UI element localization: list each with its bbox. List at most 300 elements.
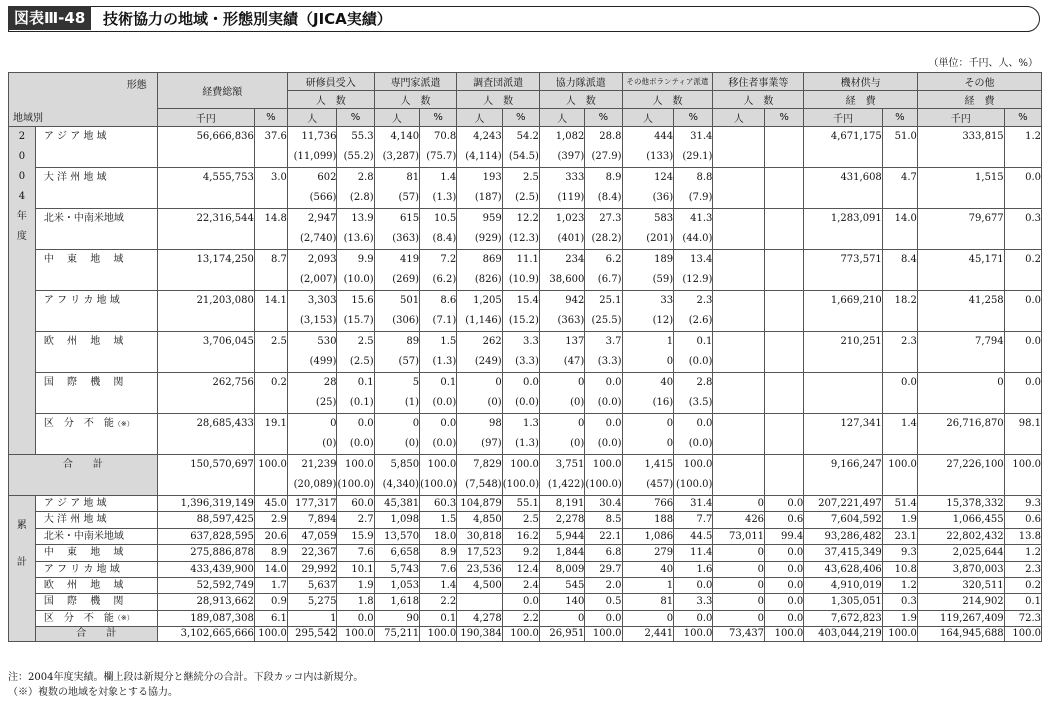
pct-6: 0.0: [765, 561, 804, 577]
value-top: 0.1: [440, 377, 457, 388]
value-top: 31.4: [690, 131, 713, 142]
migration-value: [713, 209, 765, 250]
value-6: 73,437: [713, 627, 765, 642]
value-top: 0: [577, 377, 585, 388]
pct-1: [420, 209, 457, 250]
value-2: 45,381: [374, 496, 419, 512]
value-3: 4,500: [457, 578, 502, 594]
pct-3: 55.1: [502, 496, 539, 512]
pct-4: [674, 455, 713, 496]
value-top: 8.6: [440, 295, 457, 306]
count-2: [457, 127, 502, 168]
pct-1: [420, 332, 457, 373]
pct-4: [674, 291, 713, 332]
value-bottom: (1,146): [465, 315, 502, 326]
value-top: 193: [482, 172, 502, 183]
value-4: 8,009: [539, 561, 584, 577]
region-name: ア ジ ア 地 域: [35, 127, 157, 168]
value-bottom: (4,114): [465, 151, 502, 162]
header-col-6: 機材供与: [804, 73, 918, 91]
value-bottom: (3,153): [300, 315, 337, 326]
migration-value: [713, 250, 765, 291]
value-8: 22,802,432: [917, 528, 1004, 544]
cumulative-row: [9, 545, 1042, 561]
migration-value: [713, 414, 765, 455]
other-pct: 100.0: [1004, 455, 1041, 496]
pct-1: [420, 291, 457, 332]
count-1: [374, 332, 419, 373]
pct-3: 2.2: [502, 610, 539, 626]
value-bottom: (7.1): [432, 315, 457, 326]
figure-tag: 図表Ⅲ-48: [8, 6, 91, 30]
value-top: 942: [565, 295, 585, 306]
value-bottom: (0.0): [515, 397, 539, 408]
pct-1: 10.1: [337, 561, 374, 577]
header-total-expense: 経費総額: [157, 73, 287, 109]
value-bottom: (0): [570, 397, 585, 408]
total-expense: 3,706,045: [157, 332, 254, 373]
value-bottom: (0): [322, 438, 337, 449]
value-bottom: (2.6): [688, 315, 713, 326]
value-top: 15.4: [516, 295, 539, 306]
other-pct: 98.1: [1004, 414, 1041, 455]
value-2: 5,743: [374, 561, 419, 577]
total-expense: 4,555,753: [157, 168, 254, 209]
pct-1: 15.9: [337, 528, 374, 544]
count-3: [539, 250, 584, 291]
equipment-value: 9,166,247: [804, 455, 883, 496]
value-6: 0: [713, 610, 765, 626]
migration-pct: [765, 127, 804, 168]
value-top: 0.0: [605, 377, 622, 388]
value-bottom: (363): [557, 315, 585, 326]
pct-0: 45.0: [254, 496, 287, 512]
count-0: [287, 455, 337, 496]
total-pct: 14.8: [254, 209, 287, 250]
value-top: 21,239: [301, 459, 337, 470]
value-4: 545: [539, 578, 584, 594]
value-top: 0: [330, 418, 337, 429]
other-pct: 1.2: [1004, 127, 1041, 168]
header-col-7: その他: [917, 73, 1041, 91]
value-bottom: (249): [474, 356, 502, 367]
migration-pct: [765, 209, 804, 250]
value-top: 1.4: [440, 172, 457, 183]
region-name: 区 分 不 能（※）: [35, 414, 157, 455]
header-unit-4: 人: [622, 109, 674, 127]
header-pct-6: %: [882, 109, 917, 127]
value-top: 100.0: [510, 459, 539, 470]
pct-0: 1.7: [254, 578, 287, 594]
value-6: 0: [713, 594, 765, 610]
pct-4: [674, 373, 713, 414]
pct-2: 1.4: [420, 578, 457, 594]
value-3: 4,850: [457, 512, 502, 528]
value-top: 1,082: [555, 131, 585, 142]
header-col-4: その他ボランティア派遣: [622, 73, 713, 91]
value-bottom: (100.0): [337, 479, 374, 490]
equipment-value: 127,341: [804, 414, 883, 455]
region-name: 国 際 機 関: [35, 594, 157, 610]
value-top: 70.8: [434, 131, 457, 142]
value-0: 275,886,878: [157, 545, 254, 561]
header-unit-3: 人: [539, 109, 584, 127]
pct-4: 0.5: [585, 594, 622, 610]
pct-3: [585, 168, 622, 209]
value-bottom: (363): [392, 233, 420, 244]
other-pct: 0.0: [1004, 291, 1041, 332]
count-1: [374, 414, 419, 455]
pct-0: [337, 209, 374, 250]
value-bottom: (269): [392, 274, 420, 285]
year-label: 2 0 0 4 年 度: [9, 127, 36, 455]
value-bottom: (36): [652, 192, 674, 203]
pct-4: [674, 332, 713, 373]
value-5: 2,441: [622, 627, 674, 642]
pct-3: 2.4: [502, 578, 539, 594]
header-unit-5: 人: [713, 109, 765, 127]
value-top: 54.2: [516, 131, 539, 142]
pct-2: [502, 332, 539, 373]
value-0: 637,828,595: [157, 528, 254, 544]
value-bottom: (7.9): [688, 192, 713, 203]
year-row: [9, 291, 1042, 332]
value-top: 444: [654, 131, 674, 142]
total-pct: 3.0: [254, 168, 287, 209]
count-2: [457, 291, 502, 332]
other-pct: 0.0: [1004, 373, 1041, 414]
value-bottom: (0.0): [597, 438, 622, 449]
cumulative-row: [9, 610, 1042, 626]
count-0: [287, 291, 337, 332]
value-bottom: (3.3): [515, 356, 539, 367]
count-1: [374, 127, 419, 168]
value-2: 1,098: [374, 512, 419, 528]
count-1: [374, 168, 419, 209]
value-bottom: (13.6): [343, 233, 374, 244]
pct-1: 1.8: [337, 594, 374, 610]
pct-4: [674, 414, 713, 455]
pct-0: 20.6: [254, 528, 287, 544]
value-top: 262: [482, 336, 502, 347]
value-bottom: (27.9): [591, 151, 622, 162]
count-4: [622, 250, 674, 291]
value-top: 89: [406, 336, 420, 347]
value-top: 530: [317, 336, 337, 347]
value-4: 140: [539, 594, 584, 610]
total-expense: 262,756: [157, 373, 254, 414]
count-4: [622, 209, 674, 250]
pct-3: 9.2: [502, 545, 539, 561]
pct-7: 1.9: [882, 512, 917, 528]
value-bottom: (6.7): [597, 274, 622, 285]
value-top: 41.3: [690, 213, 713, 224]
equipment-pct: 4.7: [882, 168, 917, 209]
value-7: 43,628,406: [804, 561, 883, 577]
value-bottom: (12.9): [682, 274, 713, 285]
pct-2: [502, 373, 539, 414]
value-bottom: (6.2): [432, 274, 457, 285]
value-bottom: (119): [557, 192, 585, 203]
value-5: 1: [622, 578, 674, 594]
pct-0: [337, 332, 374, 373]
value-2: 1,618: [374, 594, 419, 610]
count-2: [457, 209, 502, 250]
value-bottom: 0: [666, 438, 674, 449]
value-top: 6.2: [605, 254, 622, 265]
pct-0: 2.9: [254, 512, 287, 528]
value-top: 0.0: [605, 418, 622, 429]
value-top: 959: [482, 213, 502, 224]
pct-5: 11.4: [674, 545, 713, 561]
migration-value: [713, 455, 765, 496]
other-pct: 0.0: [1004, 332, 1041, 373]
header-sub-0: 人 数: [287, 91, 374, 109]
region-name: 北米・中南米地域: [35, 528, 157, 544]
value-bottom: (100.0): [420, 479, 457, 490]
region-name: 欧 州 地 域: [35, 578, 157, 594]
pct-2: 7.6: [420, 561, 457, 577]
count-3: [539, 332, 584, 373]
header-pct: %: [254, 109, 287, 127]
count-0: [287, 250, 337, 291]
pct-7: 10.8: [882, 561, 917, 577]
value-bottom: (0.1): [349, 397, 374, 408]
region-name: ア ジ ア 地 域: [35, 496, 157, 512]
value-bottom: (100.0): [502, 479, 540, 490]
count-1: [374, 209, 419, 250]
equipment-pct: 8.4: [882, 250, 917, 291]
region-name: 中 東 地 域: [35, 545, 157, 561]
value-top: 0.0: [440, 418, 457, 429]
pct-3: 16.2: [502, 528, 539, 544]
value-0: 28,913,662: [157, 594, 254, 610]
value-8: 1,066,455: [917, 512, 1004, 528]
pct-5: 100.0: [674, 627, 713, 642]
value-bottom: (7,548): [465, 479, 502, 490]
pct-8: 2.3: [1004, 561, 1041, 577]
value-7: 1,305,051: [804, 594, 883, 610]
value-bottom: (97): [481, 438, 502, 449]
value-6: 0: [713, 578, 765, 594]
value-bottom: (10.9): [508, 274, 539, 285]
value-bottom: (0.0): [688, 438, 713, 449]
value-top: 3,751: [555, 459, 585, 470]
pct-1: 100.0: [337, 627, 374, 642]
value-3: 23,536: [457, 561, 502, 577]
region-note: （※）: [113, 420, 134, 428]
value-bottom: (133): [646, 151, 674, 162]
pct-8: 0.1: [1004, 594, 1041, 610]
other-value: 45,171: [917, 250, 1004, 291]
value-top: 1,205: [473, 295, 502, 306]
pct-1: 1.9: [337, 578, 374, 594]
pct-2: [502, 168, 539, 209]
pct-1: 60.0: [337, 496, 374, 512]
value-top: 189: [654, 254, 674, 265]
value-bottom: (100.0): [585, 479, 622, 490]
value-5: 1,086: [622, 528, 674, 544]
value-bottom: (3,287): [382, 151, 420, 162]
value-top: 11,736: [301, 131, 337, 142]
pct-2: 100.0: [420, 627, 457, 642]
header-sub-7: 経 費: [917, 91, 1041, 109]
count-0: [287, 373, 337, 414]
header-corner: [9, 73, 158, 127]
value-top: 15.6: [351, 295, 374, 306]
value-top: 1,023: [555, 213, 585, 224]
value-6: 0: [713, 545, 765, 561]
other-value: 0: [917, 373, 1004, 414]
pct-1: [420, 168, 457, 209]
pct-4: 30.4: [585, 496, 622, 512]
value-bottom: (11,099): [293, 151, 337, 162]
count-1: [374, 250, 419, 291]
value-bottom: (57): [398, 356, 420, 367]
value-3: 4,278: [457, 610, 502, 626]
value-5: 40: [622, 561, 674, 577]
value-4: 8,191: [539, 496, 584, 512]
value-2: 75,211: [374, 627, 419, 642]
value-bottom: 38,600: [549, 274, 585, 285]
value-top: 0.0: [696, 418, 713, 429]
equipment-value: 1,283,091: [804, 209, 883, 250]
pct-4: 22.1: [585, 528, 622, 544]
value-top: 13.4: [690, 254, 713, 265]
value-8: 3,870,003: [917, 561, 1004, 577]
equipment-value: 210,251: [804, 332, 883, 373]
count-3: [539, 168, 584, 209]
value-bottom: (187): [474, 192, 502, 203]
value-3: 30,818: [457, 528, 502, 544]
value-3: [457, 594, 502, 610]
value-top: 3.3: [522, 336, 539, 347]
pct-3: [585, 291, 622, 332]
other-pct: 0.2: [1004, 250, 1041, 291]
other-value: 7,794: [917, 332, 1004, 373]
value-top: 4,243: [473, 131, 502, 142]
value-bottom: (59): [652, 274, 674, 285]
total-pct: 2.5: [254, 332, 287, 373]
total-expense: 13,174,250: [157, 250, 254, 291]
header-pct-1: %: [420, 109, 457, 127]
count-4: [622, 455, 674, 496]
value-4: 1,844: [539, 545, 584, 561]
pct-3: [585, 455, 622, 496]
value-top: 40: [660, 377, 674, 388]
other-pct: 0.3: [1004, 209, 1041, 250]
pct-0: [337, 414, 374, 455]
region-note: （※）: [113, 613, 134, 622]
migration-value: [713, 291, 765, 332]
count-3: [539, 127, 584, 168]
value-bottom: (1.3): [432, 356, 457, 367]
value-7: 7,672,823: [804, 610, 883, 626]
other-value: 79,677: [917, 209, 1004, 250]
pct-7: 51.4: [882, 496, 917, 512]
value-top: 615: [399, 213, 420, 224]
pct-4: 6.8: [585, 545, 622, 561]
count-4: [622, 373, 674, 414]
migration-pct: [765, 373, 804, 414]
header-unit-1: 人: [374, 109, 419, 127]
year-row: [9, 209, 1042, 250]
value-5: 766: [622, 496, 674, 512]
value-top: 869: [482, 254, 502, 265]
value-bottom: (57): [398, 192, 420, 203]
value-1: 7,894: [287, 512, 337, 528]
header-sub-6: 経 費: [804, 91, 918, 109]
value-8: 214,902: [917, 594, 1004, 610]
equipment-pct: 18.2: [882, 291, 917, 332]
cumulative-row: [9, 496, 1042, 512]
value-5: 81: [622, 594, 674, 610]
pct-1: [420, 250, 457, 291]
value-8: 2,025,644: [917, 545, 1004, 561]
value-top: 5,850: [390, 459, 420, 470]
total-expense: 22,316,544: [157, 209, 254, 250]
pct-7: 1.2: [882, 578, 917, 594]
pct-7: 9.3: [882, 545, 917, 561]
pct-3: [585, 373, 622, 414]
cumulative-row: [9, 561, 1042, 577]
header-pct-4: %: [674, 109, 713, 127]
pct-1: 7.6: [337, 545, 374, 561]
value-top: 8.8: [696, 172, 713, 183]
count-2: [457, 455, 502, 496]
count-2: [457, 414, 502, 455]
value-top: 4,140: [390, 131, 420, 142]
value-top: 0.1: [696, 336, 713, 347]
value-bottom: (1.3): [515, 438, 539, 449]
value-top: 8.9: [605, 172, 622, 183]
value-bottom: (929): [474, 233, 502, 244]
pct-4: 2.0: [585, 578, 622, 594]
value-bottom: (25.5): [591, 315, 622, 326]
count-3: [539, 414, 584, 455]
value-top: 1.5: [440, 336, 457, 347]
pct-4: [674, 209, 713, 250]
value-1: 5,275: [287, 594, 337, 610]
pct-3: [585, 332, 622, 373]
year-section: [9, 127, 1042, 496]
pct-0: [337, 291, 374, 332]
value-bottom: (4,340): [382, 479, 420, 490]
pct-4: 29.7: [585, 561, 622, 577]
value-bottom: (397): [557, 151, 585, 162]
value-top: 1: [666, 336, 674, 347]
pct-3: 2.5: [502, 512, 539, 528]
figure-title: 技術協力の地域・形態別実績（JICA実績）: [103, 10, 392, 28]
equipment-value: 431,608: [804, 168, 883, 209]
note-1: 注：2004年度実績。欄上段は新規分と継続分の合計。下段カッコ内は新規分。: [8, 672, 364, 683]
cumulative-total-row: [9, 627, 1042, 642]
pct-2: [502, 291, 539, 332]
year-row: [9, 250, 1042, 291]
year-total-label: 合 計: [9, 455, 158, 496]
value-top: 7,829: [473, 459, 502, 470]
value-top: 137: [565, 336, 585, 347]
equipment-value: 773,571: [804, 250, 883, 291]
value-top: 124: [654, 172, 674, 183]
pct-5: 44.5: [674, 528, 713, 544]
value-8: 119,267,409: [917, 610, 1004, 626]
value-bottom: (12.3): [508, 233, 539, 244]
value-3: 104,879: [457, 496, 502, 512]
value-bottom: (0): [404, 438, 420, 449]
total-pct: 37.6: [254, 127, 287, 168]
value-top: 3.7: [605, 336, 622, 347]
